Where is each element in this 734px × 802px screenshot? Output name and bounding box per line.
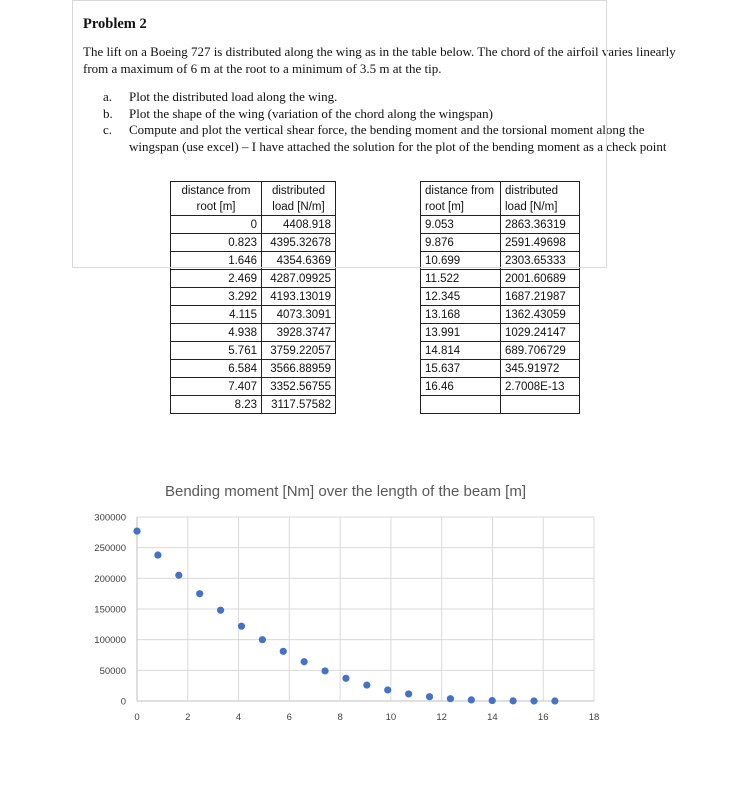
x-tick-label: 14: [487, 712, 498, 723]
cell-distance: 12.345: [421, 288, 501, 306]
cell-load: 689.706729: [501, 342, 580, 360]
task-letter: a.: [103, 89, 113, 104]
cell-load: 2.7008E-13: [501, 378, 580, 396]
cell-distance: 16.46: [421, 378, 501, 396]
y-tick-label: 300000: [94, 512, 126, 524]
x-tick-label: 10: [385, 712, 397, 723]
cell-load: 3759.22057: [262, 342, 336, 360]
data-point: [133, 528, 140, 535]
data-point: [175, 572, 182, 579]
data-point: [426, 693, 433, 700]
y-tick-label: 0: [120, 696, 126, 708]
cell-load: 4408.918: [262, 216, 336, 234]
x-tick-label: 0: [134, 712, 140, 723]
task-text: Plot the distributed load along the wing.: [129, 89, 338, 104]
x-tick-label: 4: [235, 712, 242, 723]
y-tick-label: 100000: [94, 635, 126, 647]
cell-load: 2591.49698: [501, 234, 580, 252]
column-header-distance: distance from root [m]: [171, 182, 262, 216]
x-tick-label: 12: [436, 712, 447, 723]
cell-distance: 6.584: [171, 360, 262, 378]
cell-load: 1362.43059: [501, 306, 580, 324]
cell-distance: 13.991: [421, 324, 501, 342]
x-tick-label: 2: [185, 712, 191, 723]
data-point: [510, 697, 517, 704]
cell-load: 345.91972: [501, 360, 580, 378]
cell-distance: 9.876: [421, 234, 501, 252]
problem-intro: The lift on a Boeing 727 is distributed along the wing as in the table below. The chord of the airfoil varies linearly from a maximum of 6 m at the root to a minimum of 3.5 m at the tip.: [83, 44, 676, 76]
data-point: [530, 697, 537, 704]
column-header-load: distributed load [N/m]: [501, 182, 580, 216]
cell-load: 3117.57582: [262, 396, 336, 414]
cell-load: 4073.3091: [262, 306, 336, 324]
cell-load: 4287.09925: [262, 270, 336, 288]
y-tick-label: 250000: [94, 543, 126, 555]
data-point: [405, 690, 412, 697]
data-point: [342, 675, 349, 682]
cell-load: 3566.88959: [262, 360, 336, 378]
x-tick-label: 8: [337, 712, 343, 723]
task-letter: c.: [103, 122, 113, 137]
data-point: [447, 695, 454, 702]
x-tick-label: 6: [286, 712, 292, 723]
cell-distance: 3.292: [171, 288, 262, 306]
cell-load: 4395.32678: [262, 234, 336, 252]
cell-load: 1029.24147: [501, 324, 580, 342]
data-point: [154, 551, 161, 558]
data-point: [280, 648, 287, 655]
data-point: [363, 681, 370, 688]
cell-distance: 9.053: [421, 216, 501, 234]
cell-load: 1687.21987: [501, 288, 580, 306]
cell-load: 4193.13019: [262, 288, 336, 306]
task-text: Plot the shape of the wing (variation of the chord along the wingspan): [129, 105, 493, 121]
cell-distance: 5.761: [171, 342, 262, 360]
cell-distance: 2.469: [171, 270, 262, 288]
cell-load: 3928.3747: [262, 324, 336, 342]
cell-distance: 4.115: [171, 306, 262, 324]
cell-load: 2303.65333: [501, 252, 580, 270]
task-letter: b.: [103, 105, 113, 121]
cell-distance: 14.814: [421, 342, 501, 360]
data-point: [217, 607, 224, 614]
y-tick-label: 50000: [99, 665, 126, 677]
data-point: [321, 667, 328, 674]
data-point: [301, 658, 308, 665]
cell-distance: 0: [171, 216, 262, 234]
cell-load: 2863.36319: [501, 216, 580, 234]
y-tick-label: 200000: [94, 573, 126, 585]
cell-distance: 1.646: [171, 252, 262, 270]
data-point: [196, 590, 203, 597]
chart-title: Bending moment [Nm] over the length of the beam [m]: [164, 483, 527, 500]
data-point: [238, 623, 245, 630]
cell-distance: 15.637: [421, 360, 501, 378]
cell-distance: 10.699: [421, 252, 501, 270]
cell-distance: 8.23: [171, 396, 262, 414]
problem-heading: Problem 2: [83, 16, 147, 32]
task-text: Compute and plot the vertical shear force, the bending moment and the torsional moment along the wingspan (use excel) – I have attached the solution for the plot of the bending moment as a check point: [129, 122, 667, 154]
data-point: [489, 697, 496, 704]
cell-distance: 0.823: [171, 234, 262, 252]
cell-load: 2001.60689: [501, 270, 580, 288]
cell-load: 4354.6369: [262, 252, 336, 270]
cell-distance: 7.407: [171, 378, 262, 396]
cell-load: 3352.56755: [262, 378, 336, 396]
x-tick-label: 16: [537, 712, 549, 723]
cell-distance: 11.522: [421, 270, 501, 288]
x-tick-label: 18: [588, 712, 600, 723]
column-header-distance: distance from root [m]: [421, 182, 501, 216]
data-point: [259, 636, 266, 643]
data-point: [468, 696, 475, 703]
cell-distance: 4.938: [171, 324, 262, 342]
y-tick-label: 150000: [94, 604, 126, 616]
data-point: [384, 686, 391, 693]
data-point: [551, 697, 558, 704]
cell-distance: 13.168: [421, 306, 501, 324]
column-header-load: distributed load [N/m]: [262, 182, 336, 216]
